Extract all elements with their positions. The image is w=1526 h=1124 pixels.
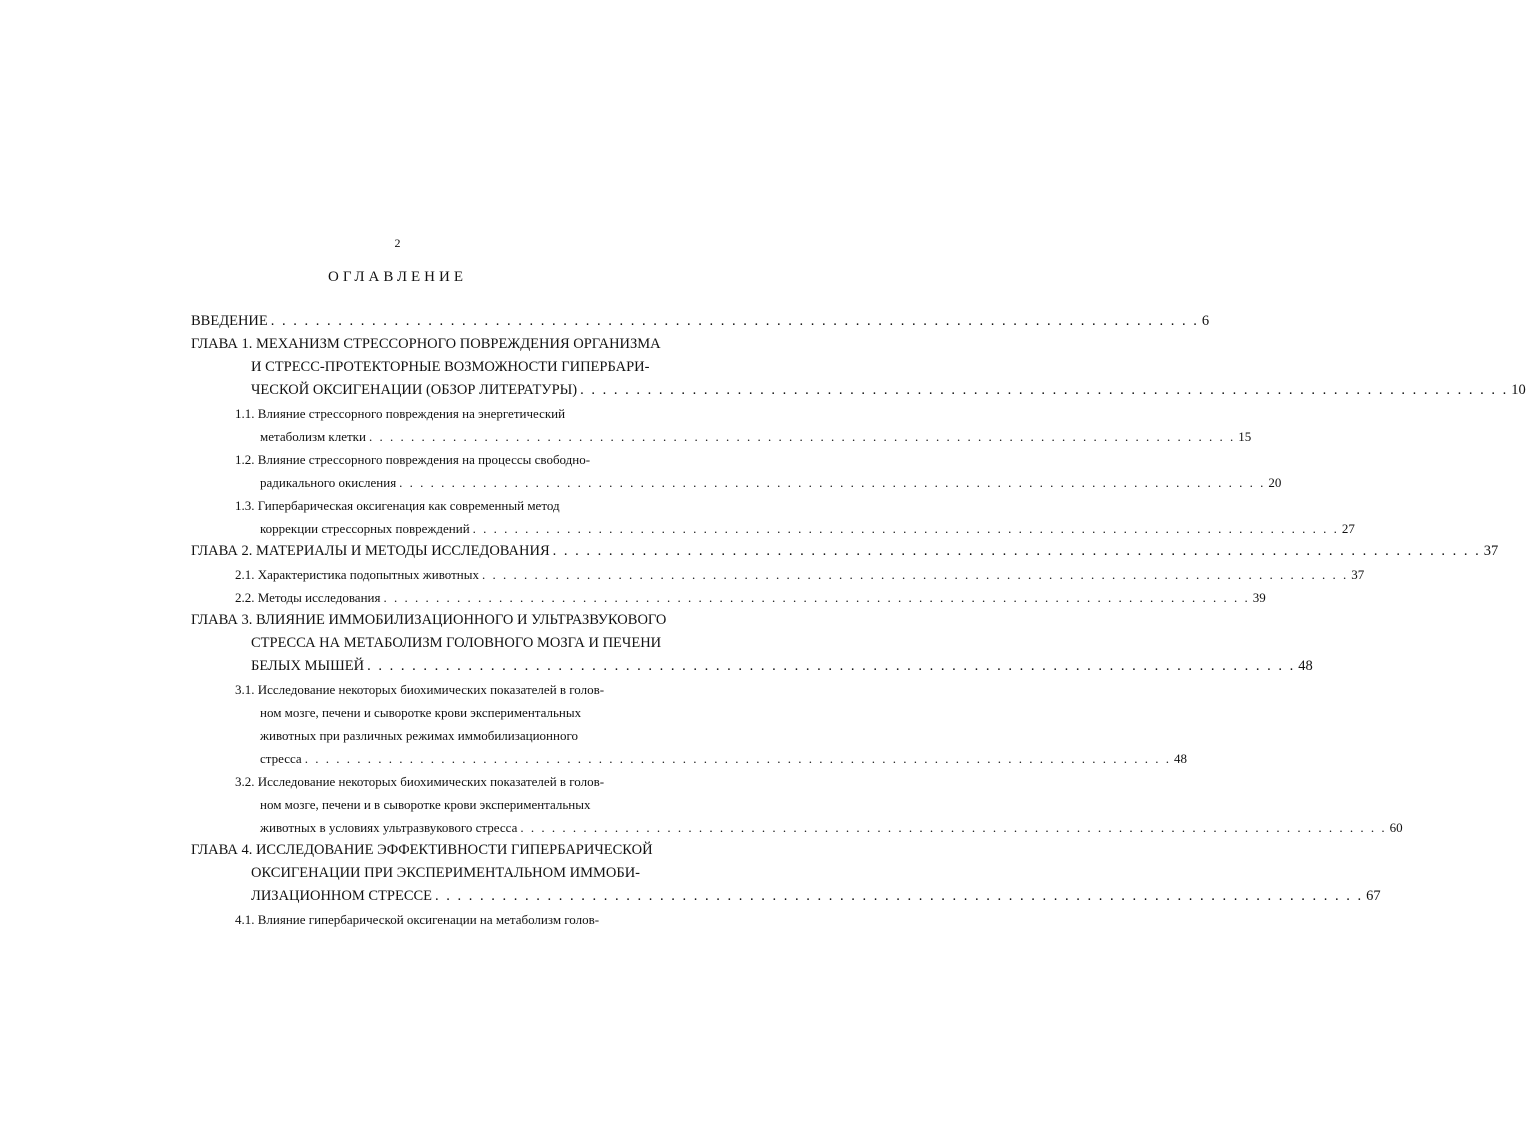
toc-section-3-1-line-2: ном мозге, печени и сыворотке крови экспериментальных bbox=[260, 705, 582, 720]
toc-chapter-1-line-3 bbox=[251, 382, 1526, 399]
toc-section-3-1-line-3: животных при различных режимах иммобилизационного bbox=[260, 728, 578, 743]
toc-section-2-2 bbox=[235, 590, 1266, 606]
toc-entry-text: стресса bbox=[260, 751, 302, 766]
toc-entry-text: БЕЛЫХ МЫШЕЙ bbox=[251, 658, 365, 674]
page-title: ОГЛАВЛЕНИЕ bbox=[328, 269, 467, 285]
toc-chapter-3-line-2: СТРЕССА НА МЕТАБОЛИЗМ ГОЛОВНОГО МОЗГА И ПЕЧЕНИ bbox=[251, 635, 662, 651]
dot-leader: . . . . . . . . . . . . . . . . . . . . . . . . . . . . . . . . . . . . . . . . . . . . . . . . . . . . . . . . . . . . . . . . . . . . . . . . . . . . . . . . . . . bbox=[367, 658, 1296, 674]
toc-section-3-1-line-1: 3.1. Исследование некоторых биохимических показателей в голов- bbox=[235, 682, 605, 697]
toc-section-3-2-line-1: 3.2. Исследование некоторых биохимических показателей в голов- bbox=[235, 774, 605, 789]
toc-entry-text: ГЛАВА 2. МАТЕРИАЛЫ И МЕТОДЫ ИССЛЕДОВАНИЯ bbox=[191, 543, 550, 559]
dot-leader: . . . . . . . . . . . . . . . . . . . . . . . . . . . . . . . . . . . . . . . . . . . . . . . . . . . . . . . . . . . . . . . . . . . . . . . . . . . . . . . . . . . bbox=[481, 567, 1349, 582]
toc-entry-text: метаболизм клетки bbox=[260, 429, 366, 444]
dot-leader: . . . . . . . . . . . . . . . . . . . . . . . . . . . . . . . . . . . . . . . . . . . . . . . . . . . . . . . . . . . . . . . . . . . . . . . . . . . . . . . . . . . bbox=[520, 820, 1387, 835]
toc-section-2-1 bbox=[235, 567, 1365, 583]
dot-leader: . . . . . . . . . . . . . . . . . . . . . . . . . . . . . . . . . . . . . . . . . . . . . . . . . . . . . . . . . . . . . . . . . . . . . . . . . . . . . . . . . . . bbox=[435, 888, 1364, 904]
toc-page-number: 39 bbox=[1252, 590, 1266, 605]
toc-entry-text: 2.1. Характеристика подопытных животных bbox=[235, 567, 479, 582]
toc-section-3-1-line-4 bbox=[260, 751, 1187, 767]
toc-entry-text: ЧЕСКОЙ ОКСИГЕНАЦИИ (ОБЗОР ЛИТЕРАТУРЫ) bbox=[251, 382, 578, 398]
toc-section-1-3-line-2 bbox=[260, 521, 1355, 537]
toc-entry-text: ВВЕДЕНИЕ bbox=[191, 313, 268, 329]
toc-section-1-3-line-1: 1.3. Гипербарическая оксигенация как современный метод bbox=[235, 498, 560, 513]
toc-page-number: 48 bbox=[1173, 751, 1187, 766]
toc-page-number: 60 bbox=[1389, 820, 1403, 835]
toc-chapter-2 bbox=[191, 543, 1499, 560]
toc-entry-text: животных в условиях ультразвукового стресса bbox=[260, 820, 518, 835]
toc-page-number: 67 bbox=[1366, 888, 1381, 904]
toc-chapter-1-line-1: ГЛАВА 1. МЕХАНИЗМ СТРЕССОРНОГО ПОВРЕЖДЕНИЯ ОРГАНИЗМА bbox=[191, 336, 661, 352]
toc-section-1-1-line-1: 1.1. Влияние стрессорного повреждения на энергетический bbox=[235, 406, 566, 421]
toc-page-number: 27 bbox=[1341, 521, 1355, 536]
dot-leader: . . . . . . . . . . . . . . . . . . . . . . . . . . . . . . . . . . . . . . . . . . . . . . . . . . . . . . . . . . . . . . . . . . . . . . . . . . . . . . . . . . . bbox=[368, 429, 1236, 444]
toc-section-1-2-line-1: 1.2. Влияние стрессорного повреждения на процессы свободно- bbox=[235, 452, 591, 467]
dot-leader: . . . . . . . . . . . . . . . . . . . . . . . . . . . . . . . . . . . . . . . . . . . . . . . . . . . . . . . . . . . . . . . . . . . . . . . . . . . . . . . . . . . bbox=[552, 543, 1481, 559]
dot-leader: . . . . . . . . . . . . . . . . . . . . . . . . . . . . . . . . . . . . . . . . . . . . . . . . . . . . . . . . . . . . . . . . . . . . . . . . . . . . . . . . . . . bbox=[580, 382, 1509, 398]
toc-section-1-1-line-2 bbox=[260, 429, 1252, 445]
toc-section-1-2-line-2 bbox=[260, 475, 1282, 491]
toc-section-3-2-line-2: ном мозге, печени и в сыворотке крови экспериментальных bbox=[260, 797, 591, 812]
page-number: 2 bbox=[394, 236, 401, 250]
toc-entry-intro bbox=[191, 313, 1210, 330]
toc-page-number: 10 bbox=[1511, 382, 1526, 398]
toc-page-number: 37 bbox=[1351, 567, 1365, 582]
toc-page-number: 20 bbox=[1268, 475, 1282, 490]
toc-page-number: 15 bbox=[1238, 429, 1252, 444]
dot-leader: . . . . . . . . . . . . . . . . . . . . . . . . . . . . . . . . . . . . . . . . . . . . . . . . . . . . . . . . . . . . . . . . . . . . . . . . . . . . . . . . . . . bbox=[304, 751, 1171, 766]
toc-entry-text: ЛИЗАЦИОННОМ СТРЕССЕ bbox=[251, 888, 433, 904]
toc-chapter-3-line-1: ГЛАВА 3. ВЛИЯНИЕ ИММОБИЛИЗАЦИОННОГО И УЛЬТРАЗВУКОВОГО bbox=[191, 612, 667, 628]
toc-entry-text: коррекции стрессорных повреждений bbox=[260, 521, 470, 536]
toc-page-number: 37 bbox=[1483, 543, 1499, 559]
toc-entry-text: радикального окисления bbox=[260, 475, 397, 490]
toc-page-number: 48 bbox=[1298, 658, 1313, 674]
dot-leader: . . . . . . . . . . . . . . . . . . . . . . . . . . . . . . . . . . . . . . . . . . . . . . . . . . . . . . . . . . . . . . . . . . . . . . . . . . . . . . . . . . . bbox=[472, 521, 1339, 536]
dot-leader: . . . . . . . . . . . . . . . . . . . . . . . . . . . . . . . . . . . . . . . . . . . . . . . . . . . . . . . . . . . . . . . . . . . . . . . . . . . . . . . . . . . bbox=[270, 313, 1199, 329]
toc-chapter-4-line-1: ГЛАВА 4. ИССЛЕДОВАНИЕ ЭФФЕКТИВНОСТИ ГИПЕРБАРИЧЕСКОЙ bbox=[191, 842, 653, 858]
toc-chapter-3-line-3 bbox=[251, 658, 1313, 675]
toc-chapter-4-line-2: ОКСИГЕНАЦИИ ПРИ ЭКСПЕРИМЕНТАЛЬНОМ ИММОБИ- bbox=[251, 865, 641, 881]
dot-leader: . . . . . . . . . . . . . . . . . . . . . . . . . . . . . . . . . . . . . . . . . . . . . . . . . . . . . . . . . . . . . . . . . . . . . . . . . . . . . . . . . . . bbox=[399, 475, 1266, 490]
dot-leader: . . . . . . . . . . . . . . . . . . . . . . . . . . . . . . . . . . . . . . . . . . . . . . . . . . . . . . . . . . . . . . . . . . . . . . . . . . . . . . . . . . . bbox=[383, 590, 1250, 605]
toc-chapter-1-line-2: И СТРЕСС-ПРОТЕКТОРНЫЕ ВОЗМОЖНОСТИ ГИПЕРБАРИ- bbox=[251, 359, 650, 375]
toc-entry-text: 2.2. Методы исследования bbox=[235, 590, 381, 605]
toc-page-number: 6 bbox=[1201, 313, 1210, 329]
toc-chapter-4-line-3 bbox=[251, 888, 1381, 905]
toc-section-3-2-line-3 bbox=[260, 820, 1403, 836]
toc-section-4-1-line-1: 4.1. Влияние гипербарической оксигенации на метаболизм голов- bbox=[235, 912, 600, 927]
